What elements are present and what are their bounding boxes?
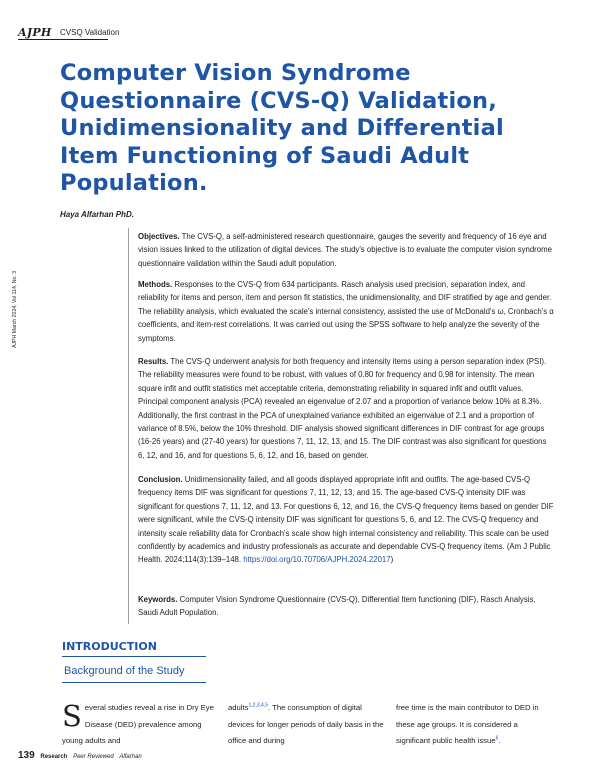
conclusion-label: Conclusion. — [138, 475, 183, 484]
peer-reviewed-label: Peer Reviewed — [73, 754, 114, 760]
introduction-rule — [62, 656, 206, 657]
citation-refs[interactable]: 1,2,3,4,5 — [248, 702, 268, 709]
keywords-text: Computer Vision Syndrome Questionnaire (CVS-Q), Differential Item functioning (DIF), Rasch Analysis, Saudi Adult Population. — [138, 595, 536, 618]
col2-text-a: adults — [228, 703, 249, 712]
abstract-box — [128, 228, 554, 624]
abstract-conclusion — [138, 473, 554, 567]
background-subheading: Background of the Study — [64, 665, 185, 677]
footer-author: Alfarhan — [119, 754, 142, 760]
abstract-methods — [138, 278, 554, 345]
intro-column-1 — [62, 700, 217, 750]
running-title: CVSQ Validation — [60, 28, 120, 37]
section-label: Research — [40, 754, 68, 760]
results-label: Results. — [138, 357, 169, 366]
introduction-heading: INTRODUCTION — [62, 640, 157, 653]
keywords-label: Keywords. — [138, 595, 178, 604]
col1-text: everal studies reveal a rise in Dry Eye Disease (DED) prevalence among young adults and — [62, 703, 214, 745]
article-title: Computer Vision Syndrome Questionnaire (CVS-Q) Validation, Unidimensionality and Differential Item Functioning of Saudi Adult Population. — [60, 60, 504, 196]
intro-column-2 — [228, 700, 384, 750]
drop-cap: S — [62, 699, 82, 733]
objectives-text: The CVS-Q, a self-administered research questionnaire, gauges the severity and frequency of 16 eye and vision issues linked to the utilization of digital devices. The study's objective is to evaluate the computer vision syndrome questionnaire validation within the Saudi adult population. — [138, 232, 552, 268]
col3-text-a: free time is the main contributor to DED in these age groups. It is considered a significant public health issue — [396, 703, 539, 745]
abstract-objectives — [138, 230, 554, 270]
col2-text-b: . The consumption of digital devices for longer periods of daily basis in the office and during — [228, 703, 384, 745]
abstract-results — [138, 355, 554, 462]
conclusion-text: Unidimensionality failed, and all goods displayed appropriate infit and outfits. The age-based CVS-Q frequency items DIF was significant for questions 7, 11, 12, 13, and 15. The age-based CVS-Q intensity DIF was significant for questions 7, 11, 12, and 13. For questions 6, 12, and 16, the CVS-Q frequency items based on gender DIF were significant, while the CVS-Q intensity DIF was significant for questions 5, 6, and 12. The CVS-Q frequency and intensity scale reliability data for Cronbach's scale show high internal consistency and reliability. This scale can be used confidently by academics and industry professionals as accurate and dependable CVS-Q frequency items. (Am J Public Health. 2024;114(3):139–148. — [138, 475, 554, 565]
methods-text: Responses to the CVS-Q from 634 participants. Rasch analysis used precision, separation index, and reliability for items and person, item and person fit statistics, the unidimensionality, and DIF stratified by age and gender. The reliability analysis, which evaluated the scale's internal consistency, assisted the use of McDonald's ω, Cronbach's α coefficients, and item-rest correlations. It was carried out using the SPSS software to help analyze the severity of the symptoms. — [138, 280, 554, 343]
objectives-label: Objectives. — [138, 232, 180, 241]
page-number: 139 — [18, 750, 35, 761]
intro-column-3 — [396, 700, 552, 750]
citation-ref[interactable]: 6 — [495, 735, 499, 742]
conclusion-close: ) — [390, 555, 394, 565]
author-name: Haya Alfarhan PhD. — [60, 210, 134, 219]
abstract-keywords — [138, 593, 554, 620]
subheading-rule — [62, 682, 206, 683]
methods-label: Methods. — [138, 280, 173, 289]
page-footer — [18, 750, 142, 761]
col3-text-b: . — [498, 736, 501, 745]
doi-link[interactable]: https://doi.org/10.70706/AJPH.2024.22017 — [243, 555, 391, 565]
header-rule — [18, 39, 108, 40]
results-text: The CVS-Q underwent analysis for both frequency and intensity items using a person separation index (PSI). The reliability measures were found to be robust, with values of 0.80 for frequency and 0.98 for intensity. The mean square infit and outfit statistics met acceptable criteria, demonstrating reliability in squared infit and outfit values. Principal component analysis (PCA) revealed an eigenvalue of 2.07 and a proportion of variance below 10% at 8.3%. Additionally, the first contrast in the PCA of unexplained variance exhibited an eigenvalue of 2.1 and a proportion of variance of 8.5%, below the 10% threshold. DIF analysis showed significant differences in DIF contrast for age groups (16-26 years) and (27-40 years) for questions 7, 11, 12, 13, and 15. The DIF contrast was also significant for questions 6, 12, and 16, and for questions 5, 6, 12, and 16, based on gender. — [138, 357, 547, 460]
side-issue-info: AJPH March 2024, Vol 114, No. 3 — [12, 270, 18, 348]
journal-logo: AJPH — [18, 26, 52, 39]
